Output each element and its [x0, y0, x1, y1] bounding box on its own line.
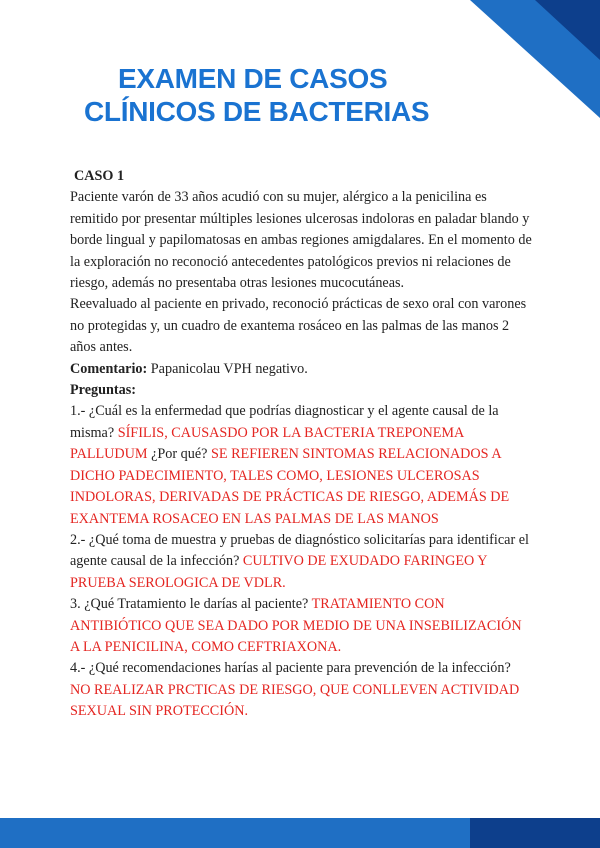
question-4	[70, 658, 532, 722]
questions-label: Preguntas:	[70, 382, 136, 399]
question-1	[70, 401, 532, 529]
case-content	[70, 166, 532, 723]
answer-4: NO REALIZAR PRCTICAS DE RIESGO, QUE CONLLEVEN ACTIVIDAD SEXUAL SIN PROTECCIÓN.	[70, 681, 520, 720]
answer-1a: SÍFILIS, CAUSASDO POR LA BACTERIA TREPONEMA PALLUDUM	[70, 424, 464, 463]
question-1-text: 1.- ¿Cuál es la enfermedad que podrías diagnosticar y el agente causal de la misma?	[70, 403, 499, 441]
comment-label: Comentario:	[70, 360, 148, 377]
question-3	[70, 594, 532, 658]
footer-accent	[470, 818, 600, 848]
case-description: Paciente varón de 33 años acudió con su mujer, alérgico a la penicilina es remitido por presentar múltiples lesiones ulcerosas indoloras en paladar blando y borde lingual y papilomatosas en ambas regiones amigdalares. En el momento de la exploración no reconoció antecedentes patológicos previos ni relaciones de riesgo, además no presentaba otras lesiones mucocutáneas.	[70, 189, 532, 292]
question-3-text: 3. ¿Qué Tratamiento le darías al paciente?	[70, 596, 312, 613]
case-heading: CASO 1	[74, 168, 125, 184]
case-reevaluation: Reevaluado al paciente en privado, reconoció prácticas de sexo oral con varones no protegidas y, un cuadro de exantema rosáceo en las palmas de las manos 2 años antes.	[70, 296, 527, 356]
title-line-1: EXAMEN DE CASOS	[118, 63, 388, 94]
question-4-text: 4.- ¿Qué recomendaciones harías al paciente para prevención de la infección?	[70, 660, 511, 677]
question-2	[70, 530, 532, 594]
answer-1b: SE REFIEREN SINTOMAS RELACIONADOS A DICHO PADECIMIENTO, TALES COMO, LESIONES ULCEROSAS INDOLORAS, DERIVADAS DE PRÁCTICAS DE RIESGO, ADEMÁS DE EXANTEMA ROSACEO EN LAS PALMAS DE LAS MANOS	[70, 446, 510, 527]
title-line-2: CLÍNICOS DE BACTERIAS	[84, 96, 430, 127]
page-title	[84, 62, 429, 128]
answer-2: CULTIVO DE EXUDADO FARINGEO Y PRUEBA SEROLOGICA DE VDLR.	[70, 553, 487, 591]
question-2-text: 2.- ¿Qué toma de muestra y pruebas de diagnóstico solicitarías para identificar el agente causal de la infección?	[70, 531, 529, 570]
comment	[70, 359, 532, 380]
comment-text: Papanicolau VPH negativo.	[147, 360, 308, 377]
answer-3: TRATAMIENTO CON ANTIBIÓTICO QUE SEA DADO POR MEDIO DE UNA INSEBILIZACIÓN A LA PENICILINA, COMO CEFTRIAXONA.	[70, 596, 522, 655]
question-1-why: ¿Por qué?	[147, 446, 211, 463]
